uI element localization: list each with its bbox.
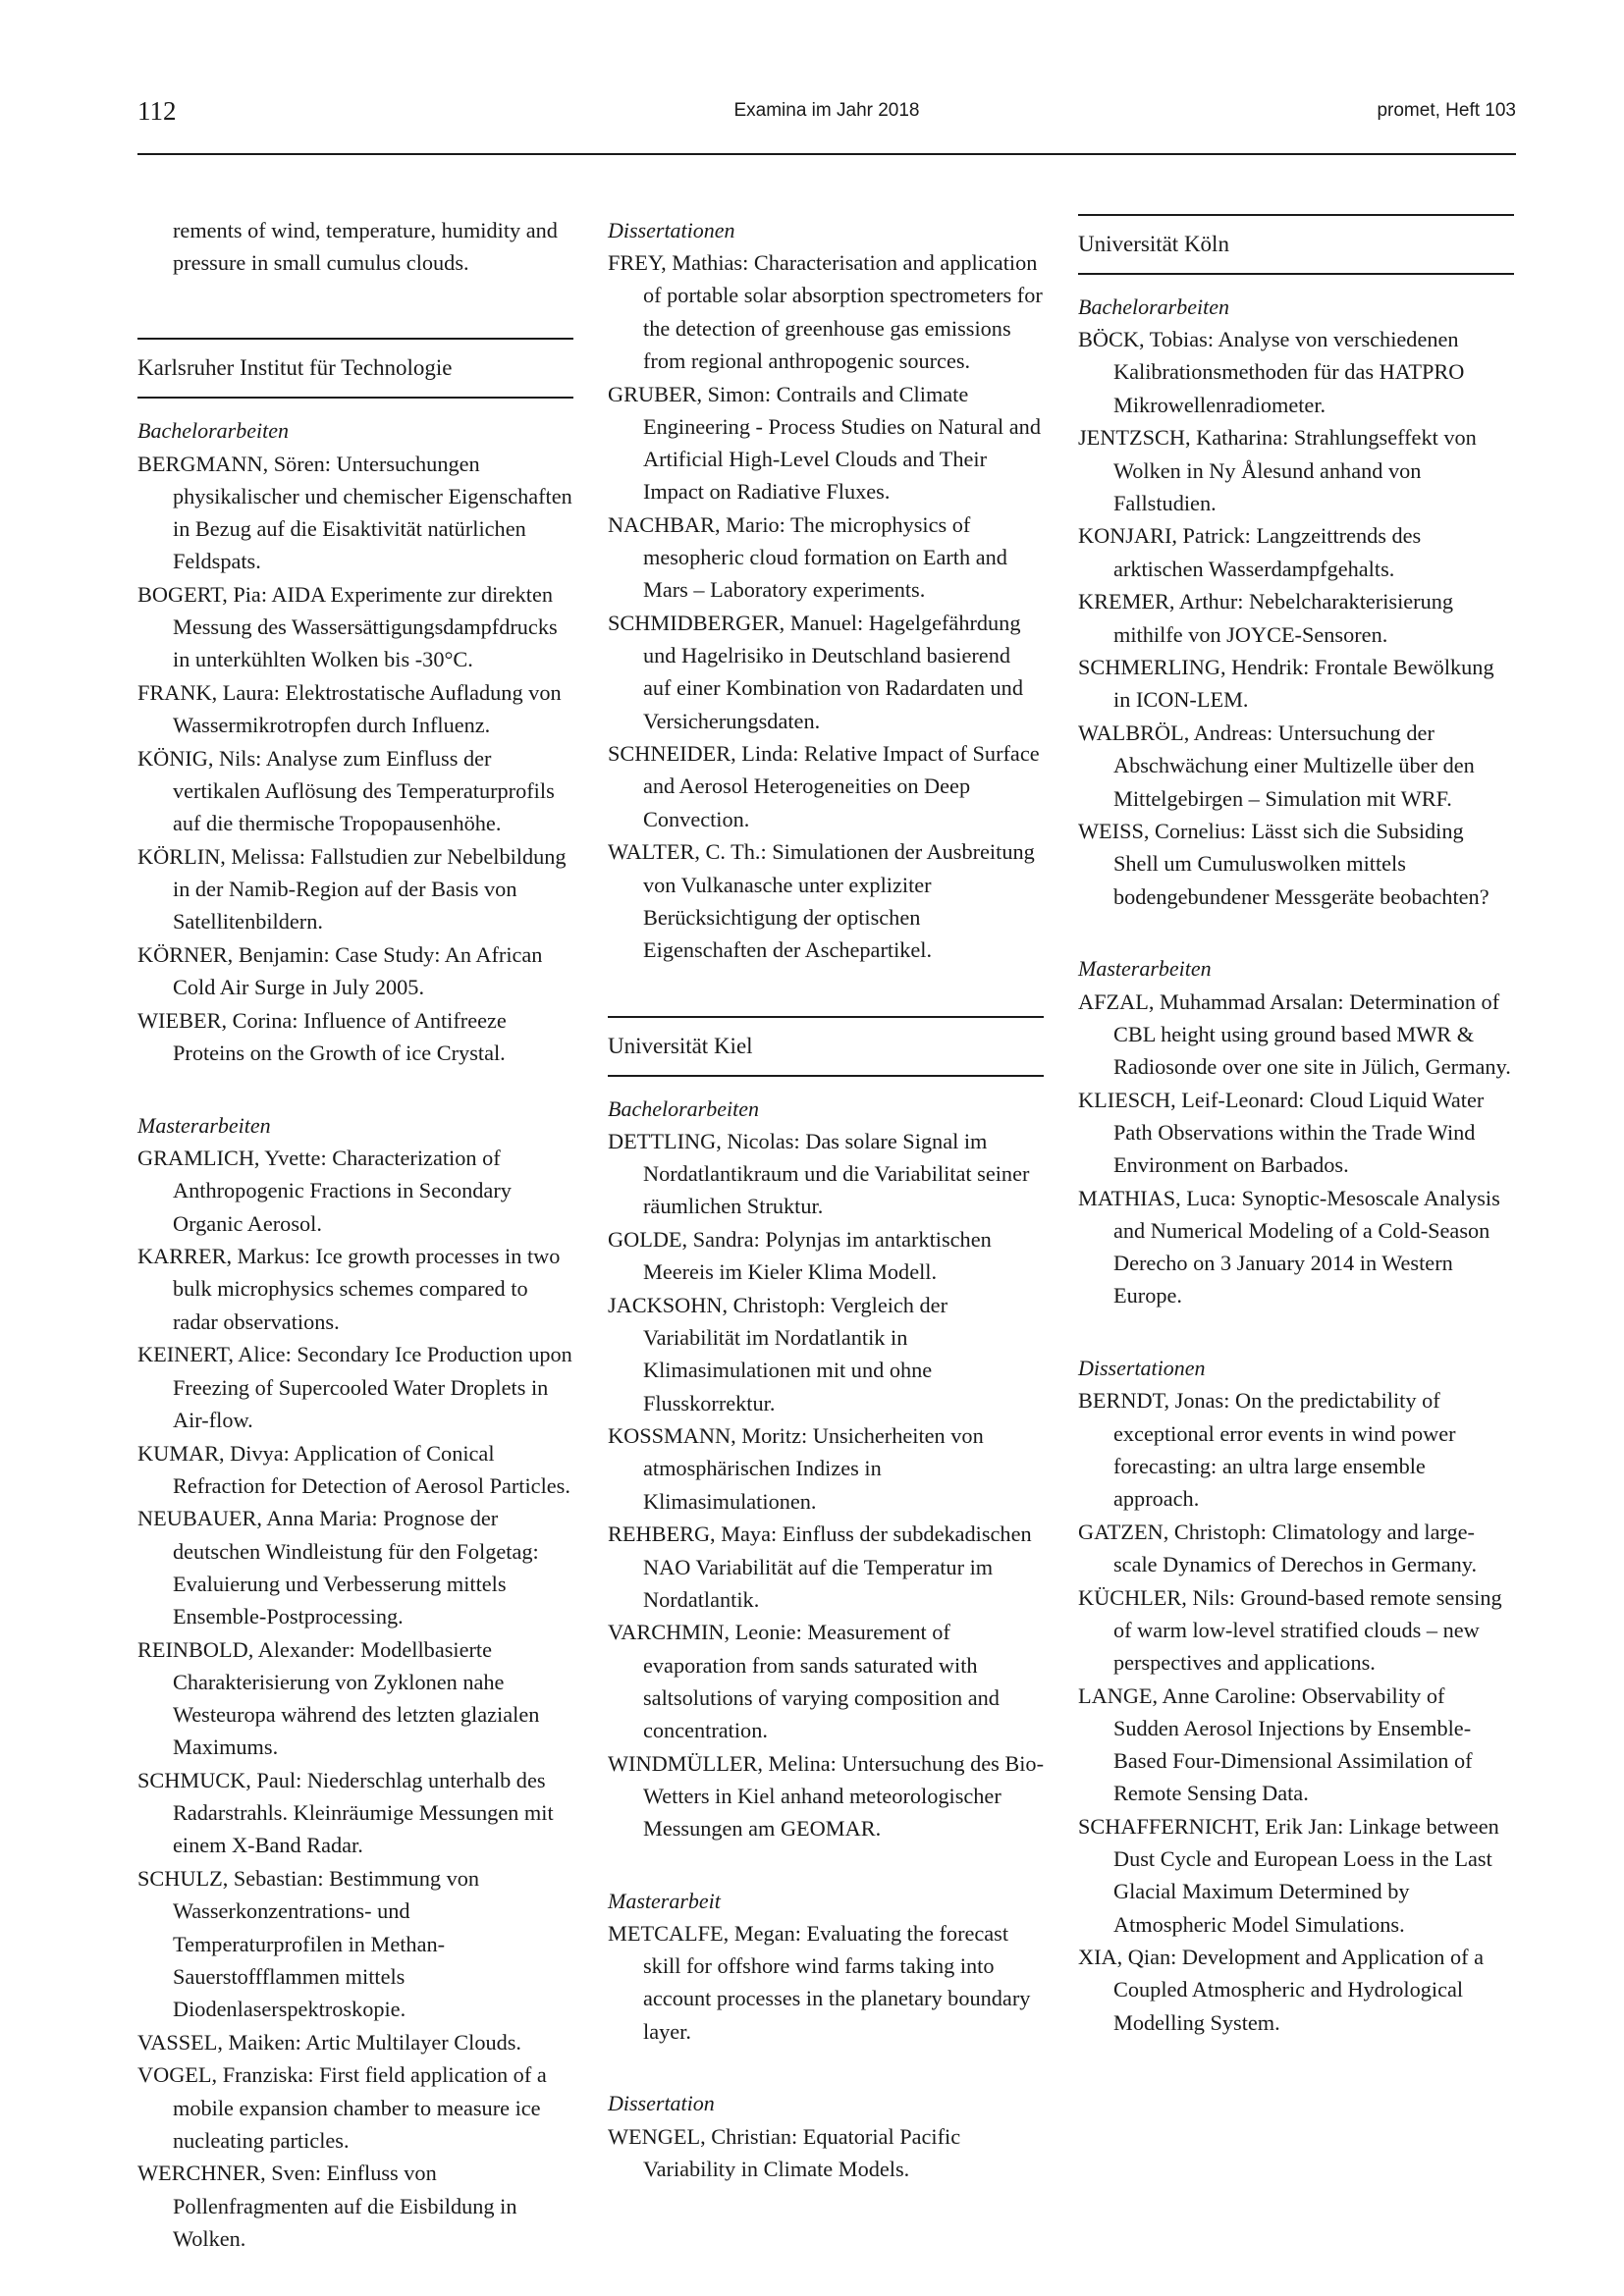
thesis-entry: KLIESCH, Leif-Leonard: Cloud Liquid Water Path Observations within the Trade Wind Environment on Barbados. [1078,1087,1485,1178]
master-list [1078,986,1514,1312]
thesis-entry: BOGERT, Pia: AIDA Experimente zur direkten Messung des Wassersättigungsdampfdrucks in unterkühlten Wolken bis -30°C. [137,581,558,672]
bachelor-list [137,448,573,1070]
thesis-entry: WALTER, C. Th.: Simulationen der Ausbreitung von Vulkanasche unter expliziter Berücksichtigung der optischen Eigenschaften der Aschepartikel. [608,839,1035,962]
thesis-entry: METCALFE, Megan: Evaluating the forecast skill for offshore wind farms taking into account processes in the planetary boundary layer. [608,1921,1031,2044]
thesis-entry: KUMAR, Divya: Application of Conical Refraction for Detection of Aerosol Particles. [137,1440,570,1498]
thesis-entry: KREMER, Arthur: Nebelcharakterisierung mithilfe von JOYCE-Sensoren. [1078,589,1454,647]
thesis-entry: FRANK, Laura: Elektrostatische Aufladung von Wassermikrotropfen durch Influenz. [137,680,562,738]
category-heading: Masterarbeit [608,1888,721,1913]
page-header [137,96,1516,135]
category-heading: Bachelorarbeiten [608,1095,759,1121]
thesis-entry: VARCHMIN, Leonie: Measurement of evaporation from sands saturated with saltsolutions of varying composition and concentration. [608,1620,1000,1743]
thesis-entry: SCHMIDBERGER, Manuel: Hagelgefährdung und Hagelrisiko in Deutschland basierend auf einer Kombination von Radardaten und Versicherungsdaten. [608,610,1023,733]
thesis-entry: KÖNIG, Nils: Analyse zum Einfluss der vertikalen Auflösung des Temperaturprofils auf die thermische Tropopausenhöhe. [137,745,555,836]
thesis-entry: NACHBAR, Mario: The microphysics of mesopheric cloud formation on Earth and Mars – Laboratory experiments. [608,511,1007,603]
thesis-entry: KONJARI, Patrick: Langzeittrends des arktischen Wasserdampfgehalts. [1078,523,1422,581]
thesis-entry: WINDMÜLLER, Melina: Untersuchung des Bio-Wetters in Kiel anhand meteorologischer Messungen am GEOMAR. [608,1750,1044,1842]
thesis-entry: AFZAL, Muhammad Arsalan: Determination of CBL height using ground based MWR & Radiosonde over one site in Jülich, Germany. [1078,988,1511,1079]
thesis-entry: MATHIAS, Luca: Synoptic-Mesoscale Analysis and Numerical Modeling of a Cold-Season Derecho on 3 January 2014 in Western Europe. [1078,1185,1500,1308]
running-title: Examina im Jahr 2018 [733,100,920,121]
thesis-entry: GATZEN, Christoph: Climatology and large-scale Dynamics of Derechos in Germany. [1078,1519,1478,1576]
thesis-entry: WERCHNER, Sven: Einfluss von Pollenfragmenten auf die Eisbildung in Wolken. [137,2161,517,2251]
institution-heading: Universität Köln [1078,214,1514,275]
thesis-entry: KEINERT, Alice: Secondary Ice Production upon Freezing of Supercooled Water Droplets in Air-flow. [137,1342,572,1432]
thesis-entry: SCHAFFERNICHT, Erik Jan: Linkage between Dust Cycle and European Loess in the Last Glacial Maximum Determined by Atmospheric Model Simulations. [1078,1813,1499,1937]
thesis-entry: KÜCHLER, Nils: Ground-based remote sensing of warm low-level stratified clouds – new perspectives and applications. [1078,1584,1502,1675]
bachelor-list [1078,323,1514,913]
thesis-entry: KOSSMANN, Moritz: Unsicherheiten von atmosphärischen Indizes in Klimasimulationen. [608,1423,984,1514]
thesis-entry: KÖRLIN, Melissa: Fallstudien zur Nebelbildung in der Namib-Region auf der Basis von Satellitenbildern. [137,844,567,934]
continued-entry: rements of wind, temperature, humidity and pressure in small cumulus clouds. [173,218,558,276]
thesis-entry: SCHULZ, Sebastian: Bestimmung von Wasserkonzentrations- und Temperaturprofilen in Methan-Sauerstoffflammen mittels Diodenlaserspektroskopie. [137,1866,480,2021]
category-heading: Bachelorarbeiten [137,418,289,444]
category-heading: Masterarbeiten [1078,956,1212,982]
thesis-entry: JACKSOHN, Christoph: Vergleich der Variabilität im Nordatlantik in Klimasimulationen mit und ohne Flusskorrektur. [608,1292,948,1415]
category-heading: Bachelorarbeiten [1078,294,1229,319]
thesis-entry: VASSEL, Maiken: Artic Multilayer Clouds. [137,2029,522,2055]
thesis-entry: BÖCK, Tobias: Analyse von verschiedenen Kalibrationsmethoden für das HATPRO Mikrowellenradiometer. [1078,327,1465,417]
thesis-entry: REHBERG, Maya: Einfluss der subdekadischen NAO Variabilität auf die Temperatur im Nordatlantik. [608,1522,1032,1612]
thesis-entry: GRAMLICH, Yvette: Characterization of Anthropogenic Fractions in Secondary Organic Aerosol. [137,1146,512,1236]
thesis-entry: WALBRÖL, Andreas: Untersuchung der Abschwächung einer Multizelle über den Mittelgebirgen – Simulation mit WRF. [1078,721,1475,811]
journal-reference: promet, Heft 103 [1377,100,1516,121]
thesis-entry: SCHMERLING, Hendrik: Frontale Bewölkung in ICON-LEM. [1078,655,1494,713]
dissertation-list [1078,1384,1514,2039]
thesis-entry: WIEBER, Corina: Influence of Antifreeze Proteins on the Growth of ice Crystal. [137,1008,507,1066]
dissertation-list [608,246,1044,966]
column-3 [1078,214,1514,2039]
header-rule [137,153,1516,155]
thesis-entry: DETTLING, Nicolas: Das solare Signal im Nordatlantikraum und die Variabilitat seiner räumlichen Struktur. [608,1128,1030,1219]
thesis-entry: KARRER, Markus: Ice growth processes in two bulk microphysics schemes compared to radar observations. [137,1244,561,1334]
thesis-entry: FREY, Mathias: Characterisation and application of portable solar absorption spectrometers for the detection of greenhouse gas emissions from regional anthropogenic sources. [608,250,1043,373]
thesis-entry: LANGE, Anne Caroline: Observability of Sudden Aerosol Injections by Ensemble-Based Four-Dimensional Assimilation of Remote Sensing Data. [1078,1682,1473,1806]
thesis-entry: JENTZSCH, Katharina: Strahlungseffekt von Wolken in Ny Ålesund anhand von Fallstudien. [1078,425,1477,515]
institution-heading: Universität Kiel [608,1016,1044,1077]
thesis-entry: WEISS, Cornelius: Lässt sich die Subsiding Shell um Cumuluswolken mittels bodengebundener Messgeräte beobachten? [1078,819,1489,909]
thesis-entry: GRUBER, Simon: Contrails and Climate Engineering - Process Studies on Natural and Artificial High-Level Clouds and Their Impact on Radiative Fluxes. [608,381,1041,505]
master-list [137,1142,573,2255]
thesis-entry: NEUBAUER, Anna Maria: Prognose der deutschen Windleistung für den Folgetag: Evaluierung und Verbesserung mittels Ensemble-Postprocessing. [137,1506,539,1629]
category-heading: Dissertationen [608,218,735,242]
thesis-entry: VOGEL, Franziska: First field application of a mobile expansion chamber to measure ice nucleating particles. [137,2062,547,2153]
master-list [608,1917,1044,2048]
thesis-entry: REINBOLD, Alexander: Modellbasierte Charakterisierung von Zyklonen nahe Westeuropa während des letzten glazialen Maximums. [137,1636,540,1760]
dissertation-list [608,2120,1044,2185]
column-2 [608,214,1044,2185]
thesis-entry: GOLDE, Sandra: Polynjas im antarktischen Meereis im Kieler Klima Modell. [608,1226,992,1285]
thesis-entry: SCHNEIDER, Linda: Relative Impact of Surface and Aerosol Heterogeneities on Deep Convection. [608,741,1040,831]
column-1 [137,214,573,2256]
page-number: 112 [137,96,177,126]
category-heading: Masterarbeiten [137,1112,271,1138]
thesis-entry: KÖRNER, Benjamin: Case Study: An African Cold Air Surge in July 2005. [137,942,543,1000]
bachelor-list [608,1125,1044,1844]
thesis-entry: BERGMANN, Sören: Untersuchungen physikalischer und chemischer Eigenschaften in Bezug auf die Eisaktivität natürlichen Feldspats. [137,451,572,574]
category-heading: Dissertation [608,2091,715,2116]
category-heading: Dissertationen [1078,1356,1206,1381]
thesis-entry: WENGEL, Christian: Equatorial Pacific Variability in Climate Models. [608,2123,961,2181]
thesis-entry: XIA, Qian: Development and Application of a Coupled Atmospheric and Hydrological Modelling System. [1078,1945,1485,2035]
thesis-entry: SCHMUCK, Paul: Niederschlag unterhalb des Radarstrahls. Kleinräumige Messungen mit einem X-Band Radar. [137,1768,554,1858]
thesis-entry: BERNDT, Jonas: On the predictability of exceptional error events in wind power forecasting: an ultra large ensemble approach. [1078,1388,1456,1511]
institution-heading: Karlsruher Institut für Technologie [137,338,573,399]
